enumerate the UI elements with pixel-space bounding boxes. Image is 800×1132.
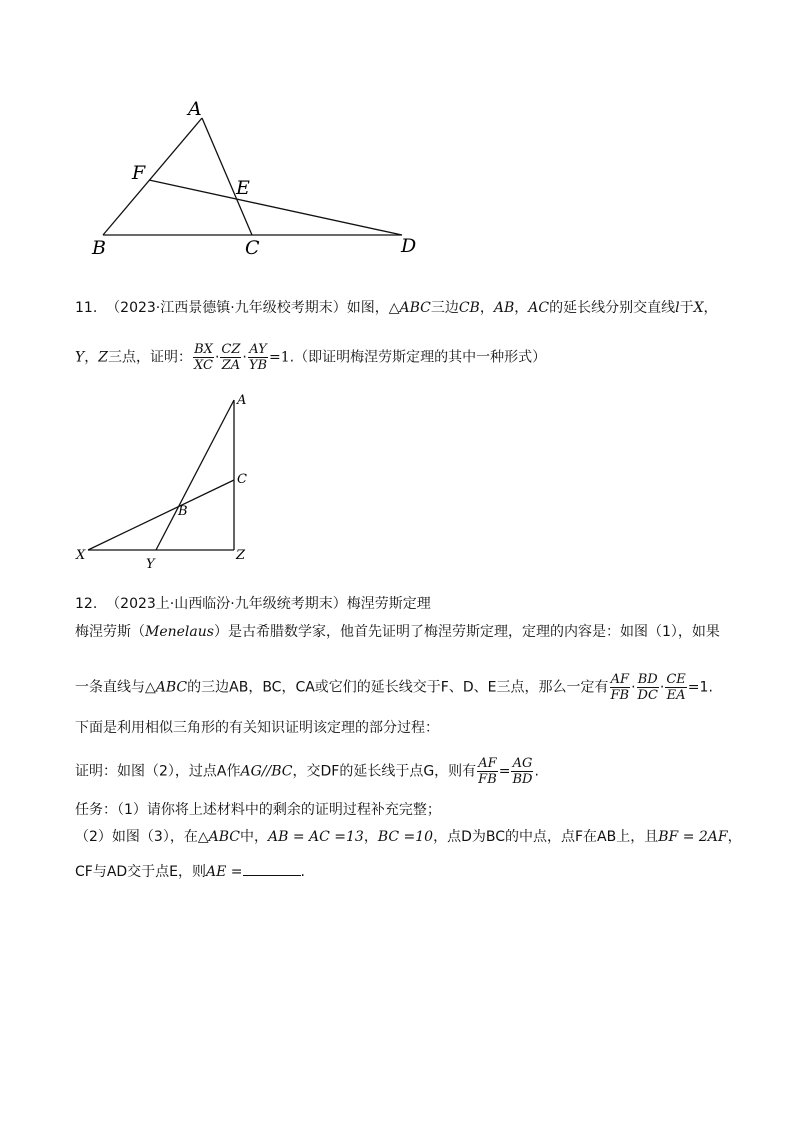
text: 于: [679, 300, 694, 316]
denominator: EA: [666, 688, 686, 703]
math-triangle: △ABC: [388, 300, 431, 316]
problem-12-header: [75, 594, 431, 614]
problem-12-line-4: [75, 756, 539, 787]
segment-ay: [156, 400, 234, 550]
label-x: X: [76, 548, 86, 563]
math: AB: [493, 300, 515, 316]
math: =: [498, 763, 511, 780]
figure-2-triangle: [70, 390, 270, 575]
text: ，: [514, 300, 529, 316]
text: 任务：（1）请你将上述材料中的剩余的证明过程补充完整；: [75, 802, 441, 818]
text: ，: [84, 349, 99, 366]
math: AC: [528, 300, 550, 316]
text: ，点D为BC的中点，点F在AB上，且: [433, 829, 659, 845]
figure-1-triangle: [80, 90, 430, 270]
label-c: C: [237, 472, 247, 487]
text: ，交DF的延长线于点G，则有: [292, 763, 477, 780]
math: BC =10: [377, 829, 434, 845]
denominator: ZA: [221, 358, 241, 373]
fraction: [637, 672, 659, 703]
numerator: AG: [512, 756, 533, 771]
text: 如图，: [346, 300, 389, 316]
text: 的延长线分别交直线: [549, 300, 676, 316]
math: AB = AC =13: [267, 829, 364, 845]
label-c: C: [245, 237, 260, 259]
math: =1: [269, 349, 290, 366]
denominator: YB: [248, 358, 267, 373]
problem-12-line-2: 一条直线与△ABC的三边AB，BC，CA或它们的延长线交于F、D、E三点，那么一定有 $\frac{AF}{FB}$ · $\frac{BD}{DC}$ · $\frac{CE}{EA}$ =1.: [75, 672, 713, 703]
text: ，: [703, 300, 718, 316]
text: .: [534, 763, 539, 780]
answer-blank[interactable]: [243, 861, 301, 876]
numerator: AF: [610, 672, 629, 687]
problem-12-line-7: [75, 861, 305, 882]
math-triangle: △ABC: [197, 829, 240, 845]
text: （2）如图（3），在: [75, 829, 198, 845]
problem-11-line-1: [75, 298, 718, 318]
label-d: D: [401, 235, 417, 257]
label-a: A: [237, 393, 247, 408]
problem-number: 11.: [75, 300, 98, 316]
math: BF = 2AF: [658, 829, 728, 845]
label-e: E: [236, 177, 250, 199]
numerator: AF: [478, 756, 497, 771]
text: 梅涅劳斯（: [75, 624, 145, 640]
label-z: Z: [236, 548, 246, 563]
problem-12-line-6: [75, 827, 742, 847]
problem-12-line-5: [75, 800, 441, 820]
math: Z: [98, 349, 108, 366]
problem-12-line-1: [75, 622, 720, 642]
math: Y: [75, 349, 85, 366]
segment-ab: [103, 118, 202, 235]
math: AE =: [206, 864, 243, 880]
math: X: [693, 300, 704, 316]
text: 三边: [430, 300, 459, 316]
numerator: CE: [666, 672, 686, 687]
math: l: [675, 300, 680, 316]
text: CF与AD交于点E，则: [75, 864, 207, 880]
text: 下面是利用相似三角形的有关知识证明该定理的部分过程：: [75, 720, 439, 736]
problem-source: （2023·江西景德镇·九年级校考期末）: [106, 300, 347, 316]
fraction: [248, 342, 268, 373]
text: .: [708, 679, 713, 696]
text: ，: [479, 300, 494, 316]
math: Menelaus: [145, 624, 214, 640]
text: ，: [727, 829, 742, 845]
fraction: [610, 672, 631, 703]
math: AG//BC: [240, 763, 293, 780]
text: 三点，证明：: [107, 349, 192, 366]
fraction: [477, 756, 498, 787]
numerator: AY: [249, 342, 267, 357]
text: 中，: [239, 829, 268, 845]
numerator: BD: [637, 672, 658, 687]
problem-title: 梅涅劳斯定理: [346, 596, 431, 612]
label-a: A: [188, 98, 202, 120]
denominator: FB: [610, 688, 630, 703]
numerator: CZ: [221, 342, 241, 357]
problem-number: 12.: [75, 596, 98, 612]
denominator: FB: [478, 772, 497, 787]
fraction: [220, 342, 241, 373]
fraction: [193, 342, 214, 373]
text: ）是古希腊数学家，他首先证明了梅涅劳斯定理，定理的内容是：如图（1），如果: [213, 624, 720, 640]
problem-source: （2023上·山西临汾·九年级统考期末）: [106, 596, 347, 612]
text: 证明：如图（2），过点A作: [75, 763, 241, 780]
label-f: F: [132, 162, 146, 184]
math-triangle: △ABC: [145, 679, 188, 696]
denominator: BD: [512, 772, 533, 787]
text: .（即证明梅涅劳斯定理的其中一种形式）: [289, 349, 547, 366]
segment-fd: [149, 180, 402, 235]
fraction: [665, 672, 686, 703]
problem-12-line-3: [75, 718, 439, 738]
label-y: Y: [146, 557, 155, 572]
text: 一条直线与: [75, 679, 145, 696]
label-b: B: [92, 237, 106, 259]
math: =1: [687, 679, 709, 696]
numerator: BX: [194, 342, 213, 357]
label-b: B: [178, 504, 188, 519]
problem-11-line-2: Y，Z三点，证明： $\frac{BX}{XC}$ · $\frac{CZ}{ZA}$ · $\frac{AY}{YB}$ =1.（即证明梅涅劳斯定理的其中一种形式）: [75, 342, 547, 373]
text: 的三边AB，BC，CA或它们的延长线交于F、D、E三点，那么一定有: [187, 679, 609, 696]
text: .: [300, 864, 305, 880]
denominator: XC: [193, 358, 213, 373]
math: CB: [458, 300, 480, 316]
denominator: DC: [637, 688, 658, 703]
fraction: [511, 756, 533, 787]
text: ，: [363, 829, 378, 845]
